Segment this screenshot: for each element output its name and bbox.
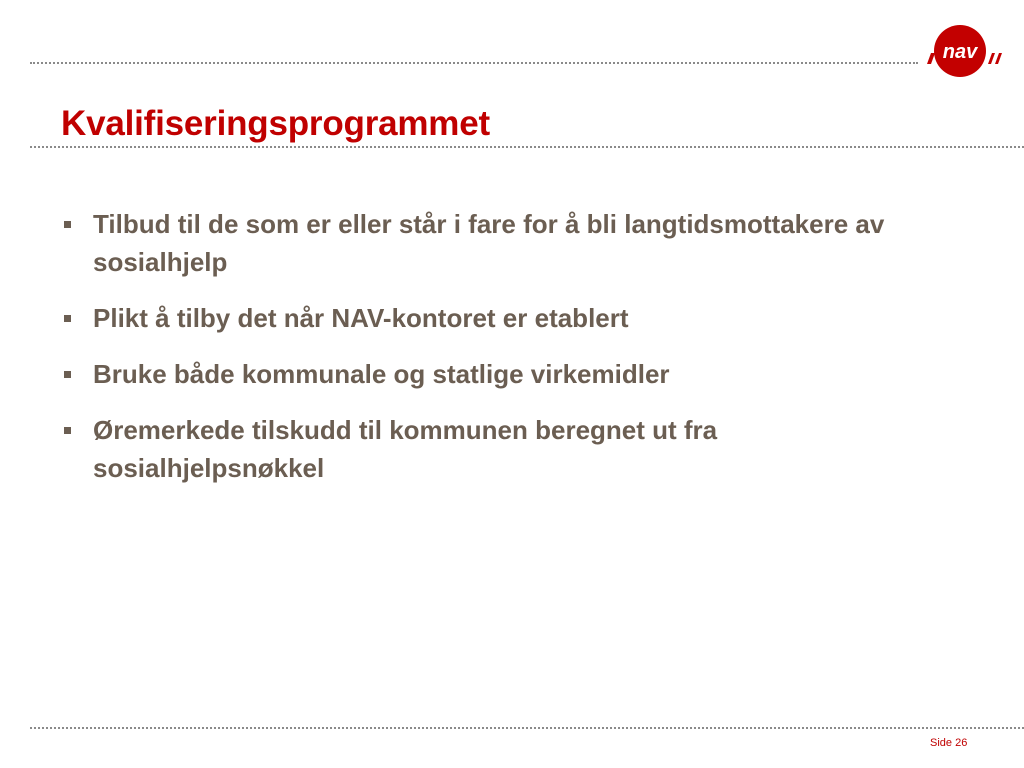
top-divider <box>30 62 918 64</box>
logo-text: nav <box>942 41 978 63</box>
nav-logo-icon <box>922 22 1008 80</box>
bullet-item <box>60 205 940 281</box>
bullet-text: Bruke både kommunale og statlige virkemidler <box>93 359 670 389</box>
bullet-text: Øremerkede tilskudd til kommunen beregnet ut fra sosialhjelpsnøkkel <box>93 415 718 483</box>
slide-title: Kvalifiseringsprogrammet <box>61 104 490 143</box>
bullet-text: Tilbud til de som er eller står i fare for å bli langtidsmottakere av sosialhjelp <box>93 209 885 277</box>
square-bullet-icon <box>64 371 71 378</box>
page-number: Side 26 <box>930 737 968 749</box>
bullet-list <box>60 205 940 505</box>
square-bullet-icon <box>64 427 71 434</box>
square-bullet-icon <box>64 221 71 228</box>
bullet-item <box>60 411 940 487</box>
bullet-text: Plikt å tilby det når NAV-kontoret er etablert <box>93 303 629 333</box>
footer-divider <box>30 727 1024 729</box>
square-bullet-icon <box>64 315 71 322</box>
title-divider <box>30 146 1024 148</box>
bullet-item <box>60 355 940 393</box>
bullet-item <box>60 299 940 337</box>
